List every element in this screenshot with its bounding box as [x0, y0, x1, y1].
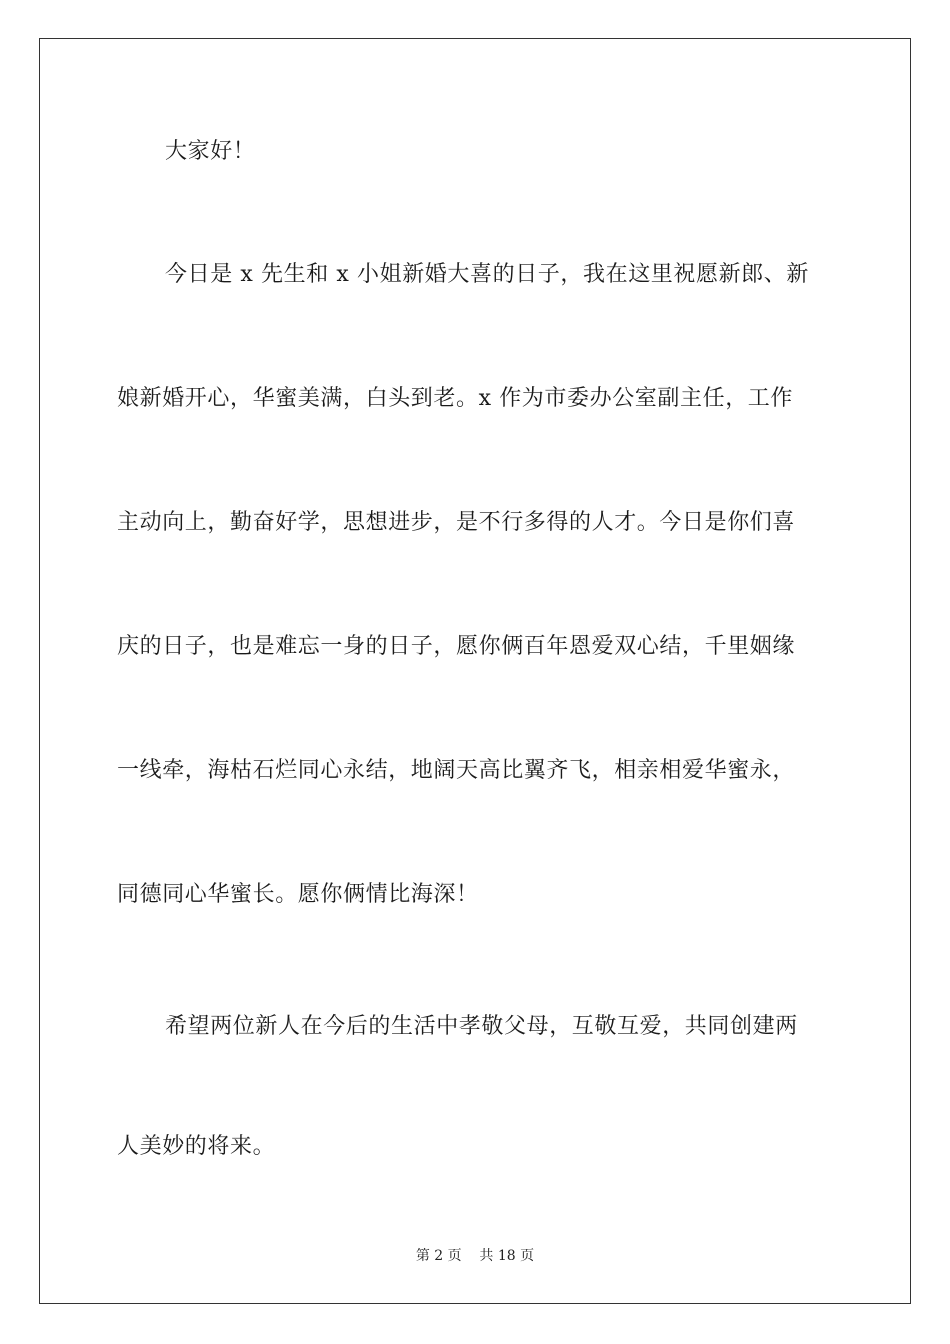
paragraph-1-line-1: 今日是 x 先生和 x 小姐新婚大喜的日子，我在这里祝愿新郎、新 — [165, 262, 809, 287]
greeting-line: 大家好！ — [165, 139, 256, 164]
paragraph-1-line-4: 庆的日子，也是难忘一身的日子，愿你俩百年恩爱双心结，千里姻缘 — [117, 634, 796, 659]
page-number-footer: 第 2 页 共 18 页 — [415, 1248, 535, 1264]
paragraph-1-line-2: 娘新婚开心，华蜜美满，白头到老。x 作为市委办公室副主任，工作 — [117, 386, 794, 411]
paragraph-2-line-2: 人美妙的将来。 — [117, 1134, 276, 1159]
paragraph-1-line-5: 一线牵，海枯石烂同心永结，地阔天高比翼齐飞，相亲相爱华蜜永， — [117, 758, 796, 783]
paragraph-2-line-1: 希望两位新人在今后的生活中孝敬父母，互敬互爱，共同创建两 — [165, 1014, 798, 1039]
page-border — [39, 38, 911, 1304]
paragraph-1-line-3: 主动向上，勤奋好学，思想进步，是不行多得的人才。今日是你们喜 — [117, 510, 796, 535]
paragraph-1-line-6: 同德同心华蜜长。愿你俩情比海深！ — [117, 882, 479, 907]
